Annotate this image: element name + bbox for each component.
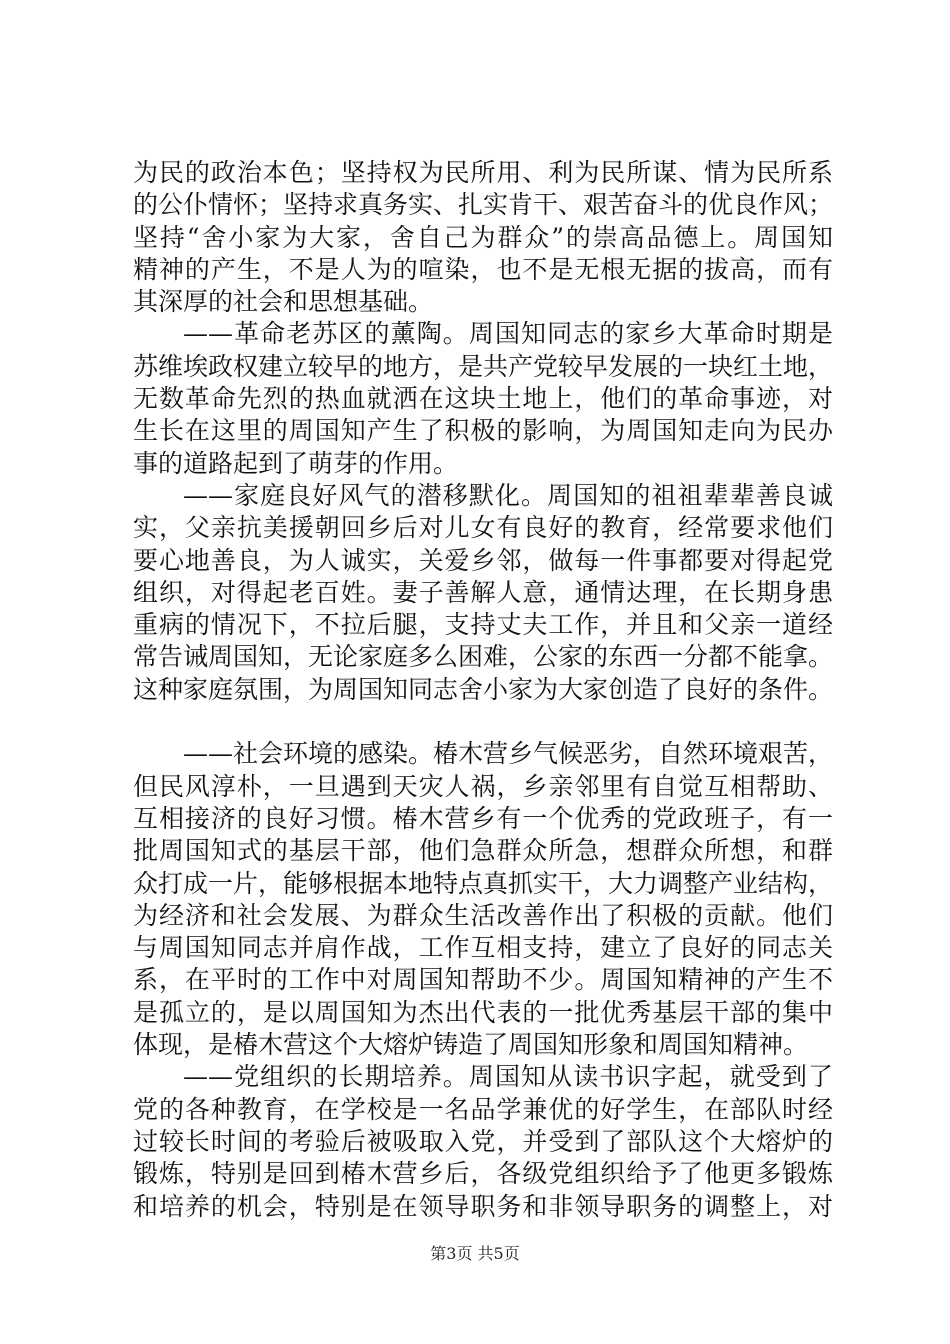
body-text — [133, 157, 833, 1223]
text-line: 要心地善良，为人诚实，关爱乡邻，做每一件事都要对得起党 — [133, 545, 833, 575]
page-number-footer: 第3页 共5页 — [430, 1244, 520, 1263]
text-line: 为民的政治本色；坚持权为民所用、利为民所谋、情为民所系 — [133, 158, 833, 187]
text-line: 实，父亲抗美援朝回乡后对儿女有良好的教育，经常要求他们 — [133, 513, 833, 543]
text-line: 事的道路起到了萌芽的作用。 — [133, 448, 459, 478]
text-line: 组织，对得起老百姓。妻子善解人意，通情达理，在长期身患 — [133, 577, 833, 607]
text-line: 众打成一片，能够根据本地特点真抓实干，大力调整产业结构， — [133, 868, 834, 898]
text-line: 苏维埃政权建立较早的地方，是共产党较早发展的一块红土地， — [133, 351, 834, 381]
text-line: 过较长时间的考验后被吸取入党，并受到了部队这个大熔炉的 — [133, 1126, 833, 1156]
blank-line — [133, 706, 833, 738]
text-line: 精神的产生，不是人为的喧染，也不是无根无据的拔高，而有 — [133, 254, 833, 284]
text-line: 重病的情况下，不拉后腿，支持丈夫工作，并且和父亲一道经 — [133, 610, 833, 640]
text-line: ——家庭良好风气的潜移默化。周国知的祖祖辈辈善良诚 — [183, 480, 833, 510]
text-line: 生长在这里的周国知产生了积极的影响，为周国知走向为民办 — [133, 416, 833, 446]
text-line: ——社会环境的感染。椿木营乡气候恶劣，自然环境艰苦， — [183, 739, 834, 769]
text-line: 但民风淳朴，一旦遇到天灾人祸，乡亲邻里有自觉互相帮助、 — [133, 771, 833, 801]
text-line: 其深厚的社会和思想基础。 — [133, 287, 434, 317]
text-line: 体现，是椿木营这个大熔炉铸造了周国知形象和周国知精神。 — [133, 1030, 809, 1060]
text-line: 系，在平时的工作中对周国知帮助不少。周国知精神的产生不 — [133, 965, 833, 995]
text-line: 这种家庭氛围，为周国知同志舍小家为大家创造了良好的条件。 — [133, 674, 834, 704]
text-line: 无数革命先烈的热血就洒在这块土地上，他们的革命事迹，对 — [133, 384, 833, 414]
text-line: 是孤立的，是以周国知为杰出代表的一批优秀基层干部的集中 — [133, 997, 833, 1027]
text-line: 批周国知式的基层干部，他们急群众所急，想群众所想，和群 — [133, 836, 833, 866]
text-line: 和培养的机会，特别是在领导职务和非领导职务的调整上，对 — [133, 1191, 833, 1221]
text-line: ——革命老苏区的薰陶。周国知同志的家乡大革命时期是 — [183, 319, 833, 349]
text-line: 为经济和社会发展、为群众生活改善作出了积极的贡献。他们 — [133, 900, 833, 930]
text-line: 常告诫周国知，无论家庭多么困难，公家的东西一分都不能拿。 — [133, 642, 834, 672]
text-line: 与周国知同志并肩作战，工作互相支持，建立了良好的同志关 — [133, 933, 833, 963]
text-line: ——党组织的长期培养。周国知从读书识字起，就受到了 — [183, 1062, 833, 1092]
text-line: 坚持“舍小家为大家，舍自己为群众”的崇高品德上。周国知 — [133, 222, 833, 252]
text-line: 锻炼，特别是回到椿木营乡后，各级党组织给予了他更多锻炼 — [133, 1159, 833, 1189]
text-line: 党的各种教育，在学校是一名品学兼优的好学生，在部队时经 — [133, 1094, 833, 1124]
text-line: 的公仆情怀；坚持求真务实、扎实肯干、艰苦奋斗的优良作风； — [133, 190, 834, 220]
text-line: 互相接济的良好习惯。椿木营乡有一个优秀的党政班子，有一 — [133, 803, 833, 833]
